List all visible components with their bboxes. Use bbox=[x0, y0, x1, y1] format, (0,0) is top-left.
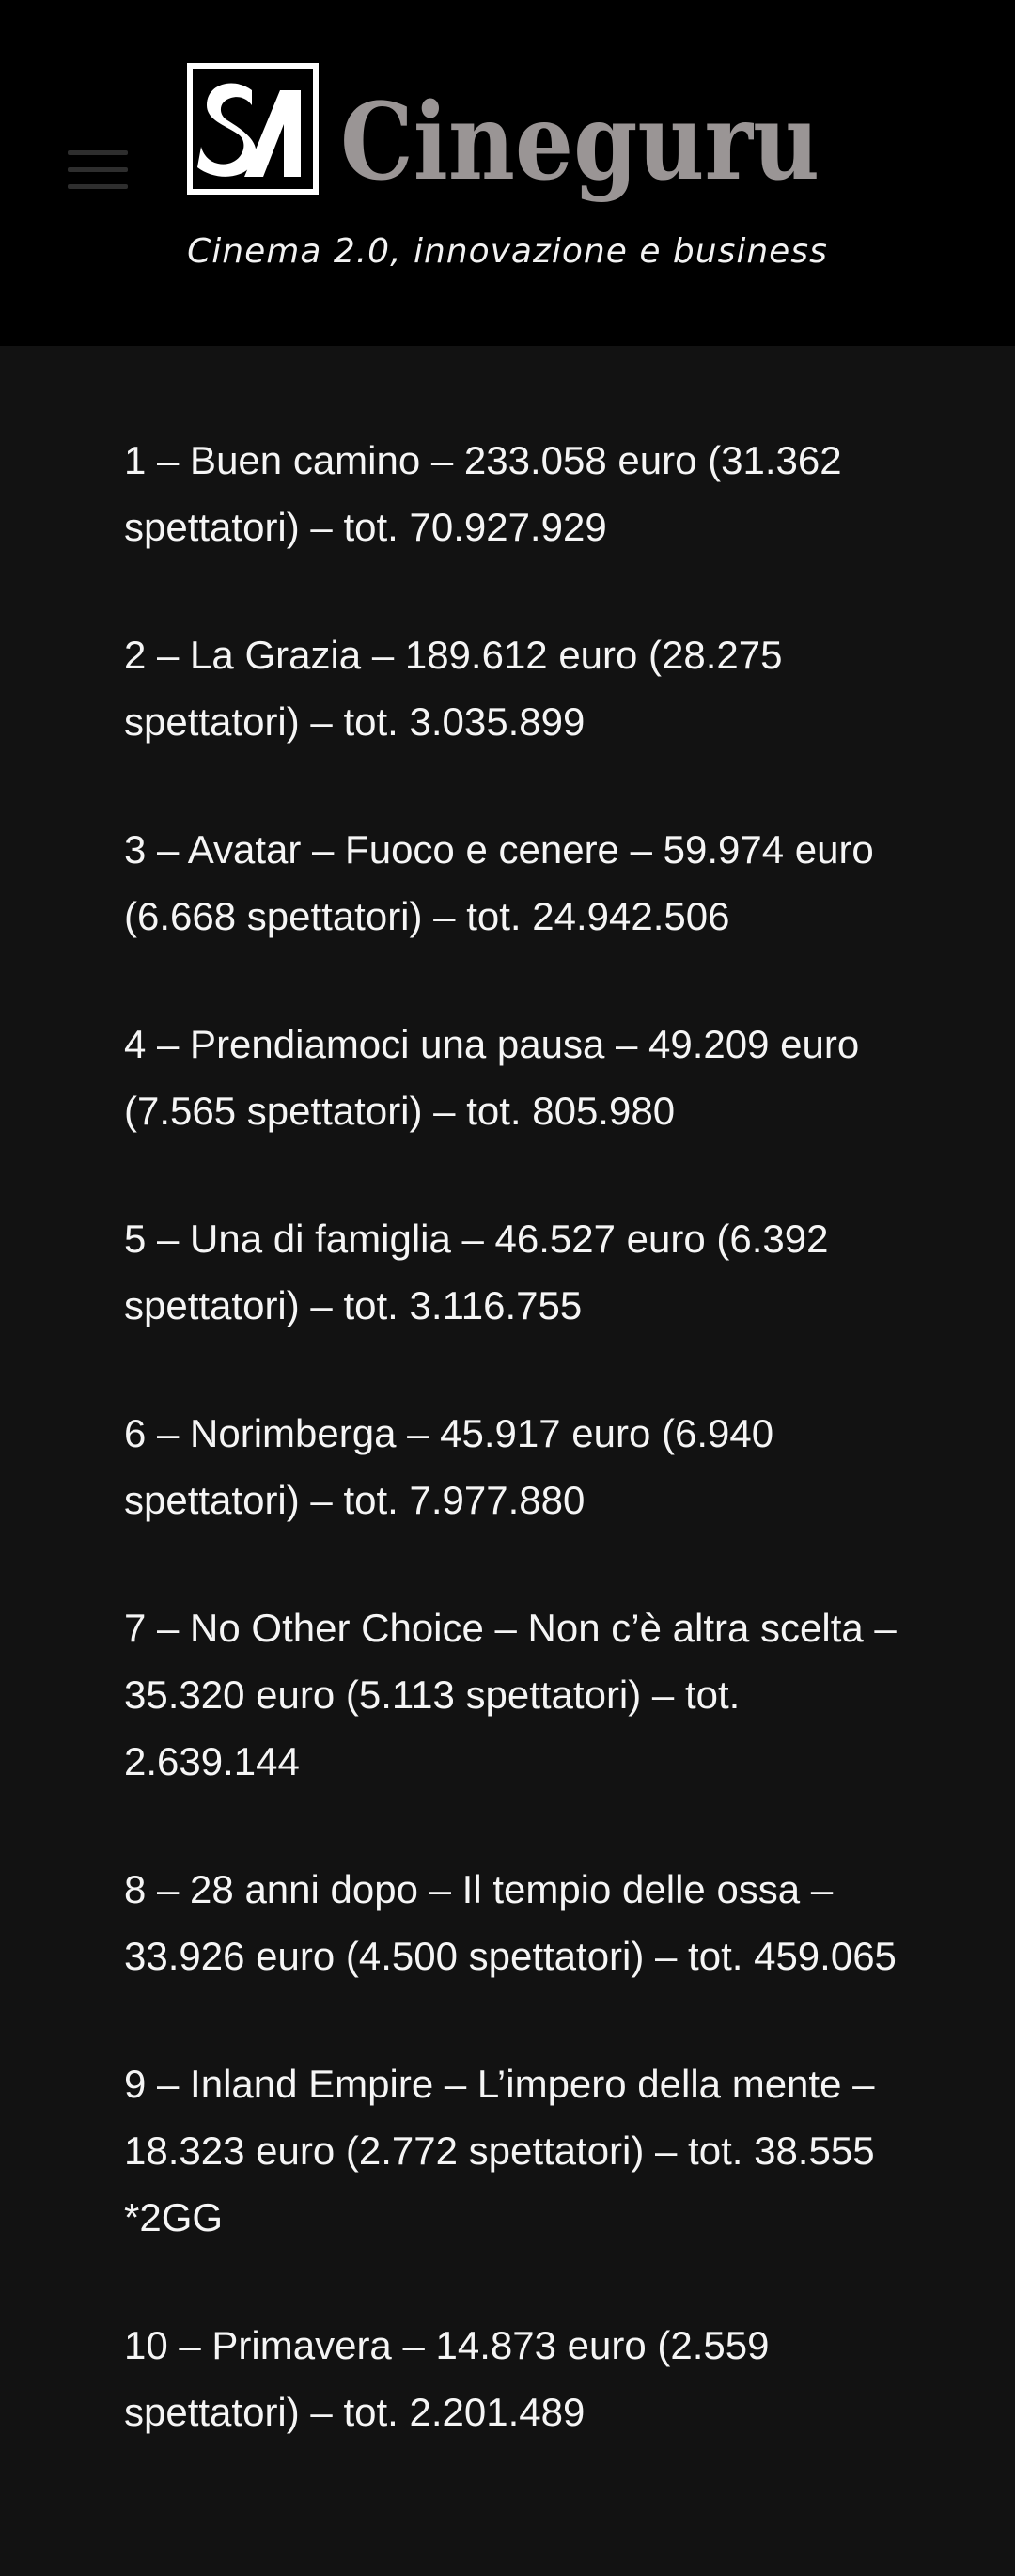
site-tagline: Cinema 2.0, innovazione e business bbox=[187, 232, 828, 271]
menu-bar bbox=[68, 184, 128, 189]
menu-bar bbox=[68, 150, 128, 155]
list-item: 4 – Prendiamoci una pausa – 49.209 euro (7.565 spettatori) – tot. 805.980 bbox=[124, 1022, 860, 1133]
site-logo[interactable] bbox=[186, 62, 835, 222]
list-item: 2 – La Grazia – 189.612 euro (28.275 spettatori) – tot. 3.035.899 bbox=[124, 633, 783, 744]
list-item: 10 – Primavera – 14.873 euro (2.559 spettatori) – tot. 2.201.489 bbox=[124, 2323, 770, 2434]
list-item: 3 – Avatar – Fuoco e cenere – 59.974 euro (6.668 spettatori) – tot. 24.942.506 bbox=[124, 827, 874, 938]
list-item: 7 – No Other Choice – Non c’è altra scelta – 35.320 euro (5.113 spettatori) – tot. 2.639.144 bbox=[124, 1606, 897, 1783]
menu-bar bbox=[68, 167, 128, 172]
site-header bbox=[0, 0, 1015, 346]
article-content bbox=[124, 427, 904, 2506]
list-item: 1 – Buen camino – 233.058 euro (31.362 spettatori) – tot. 70.927.929 bbox=[124, 438, 842, 549]
logo-text: Cineguru bbox=[340, 81, 820, 204]
list-item: 5 – Una di famiglia – 46.527 euro (6.392 spettatori) – tot. 3.116.755 bbox=[124, 1217, 829, 1327]
list-item: 6 – Norimberga – 45.917 euro (6.940 spettatori) – tot. 7.977.880 bbox=[124, 1411, 774, 1522]
list-item: 8 – 28 anni dopo – Il tempio delle ossa – 33.926 euro (4.500 spettatori) – tot. 459.065 bbox=[124, 1867, 897, 1978]
cineguru-logo bbox=[186, 62, 835, 222]
list-item: 9 – Inland Empire – L’impero della mente – 18.323 euro (2.772 spettatori) – tot. 38.555 *2GG bbox=[124, 2062, 875, 2239]
hamburger-menu-icon[interactable] bbox=[64, 147, 132, 196]
box-office-list bbox=[124, 427, 904, 2445]
